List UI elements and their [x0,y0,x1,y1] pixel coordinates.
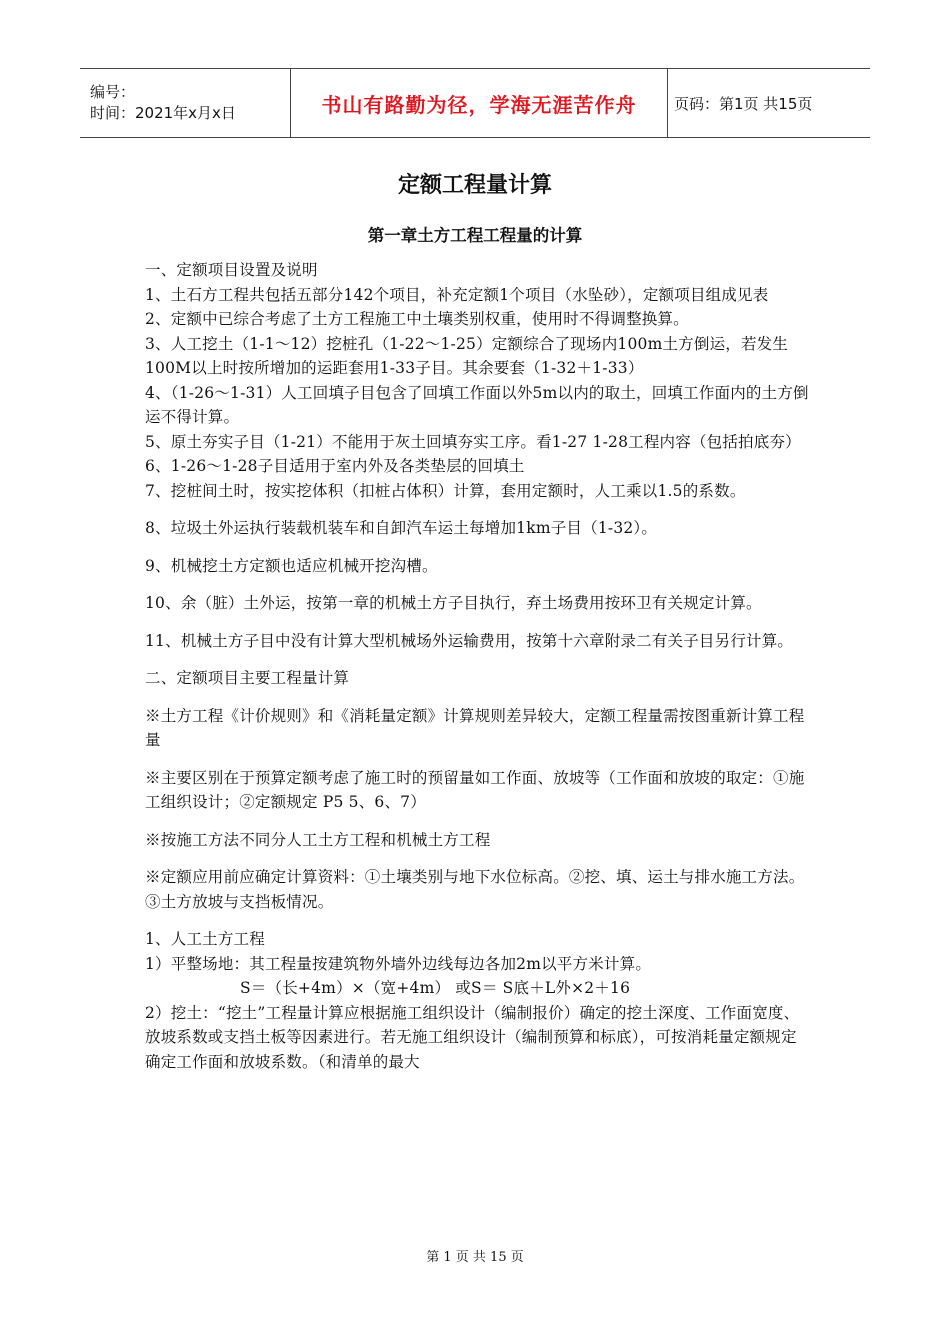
note-paragraph: ※土方工程《计价规则》和《消耗量定额》计算规则差异较大，定额工程量需按图重新计算工程量 [145,706,805,749]
note-paragraph: ※主要区别在于预算定额考虑了施工时的预留量如工作面、放坡等（工作面和放坡的取定：①施工组织设计；②定额规定 P5 5、6、7） [145,768,805,811]
paragraph: 8、垃圾土外运执行装载机装车和自卸汽车运土每增加1km子目（1-32）。 [145,519,658,537]
paragraph: 1）平整场地：其工程量按建筑物外墙外边线每边各加2m以平方米计算。 [145,954,652,973]
paragraph: 7、挖桩间土时，按实挖体积（扣桩占体积）计算，套用定额时，人工乘以1.5的系数。 [145,481,746,500]
paragraph: 5、原土夯实子目（1-21）不能用于灰土回填夯实工序。看1-27 1-28工程内容（包括拍底夯） [145,432,801,451]
paragraph: 10、余（脏）土外运，按第一章的机械土方子目执行，弃土场费用按环卫有关规定计算。 [145,594,762,612]
document-header [80,68,870,138]
header-motto [291,69,668,137]
paragraph: 11、机械土方子目中没有计算大型机械场外运输费用，按第十六章附录二有关子目另行计算。 [145,631,794,650]
subsection-heading: 1、人工土方工程 [145,930,265,948]
page-info-text: 页码：第1页 共15页 [674,94,813,113]
paragraph: 2）挖土：“挖土”工程量计算应根据施工组织设计（编制报价）确定的挖土深度、工作面宽度、放坡系数或支挡土板等因素进行。若无施工组织设计（编制预算和标底），可按消耗量定额规定确定工作面和放坡系数。（和清单的最大 [145,1003,800,1071]
section-heading: 一、定额项目设置及说明 [145,261,318,279]
note-paragraph: ※按施工方法不同分人工土方工程和机械土方工程 [145,830,491,849]
note-paragraph: ※定额应用前应确定计算资料：①土壤类别与地下水位标高。②挖、填、运土与排水施工方法。③土方放坡与支挡板情况。 [145,868,805,911]
paragraph: 2、定额中已综合考虑了土方工程施工中土壤类别权重，使用时不得调整换算。 [145,310,689,328]
document-body [145,258,810,1074]
header-meta [80,69,291,137]
header-page-info [668,69,812,137]
document-title: 定额工程量计算 [397,173,552,198]
paragraph: 9、机械挖土方定额也适应机械开挖沟槽。 [145,556,438,575]
motto-text: 书山有路勤为径，学海无涯苦作舟 [321,92,637,117]
paragraph: 3、人工挖土（1-1～12）挖桩孔（1-22～1-25）定额综合了现场内100m土方倒运，若发生100M以上时按所增加的运距套用1-33子目。其余要套（1-32＋1-33） [145,334,789,377]
document-time-label: 时间：2021年x月x日 [90,104,236,122]
chapter-heading: 第一章土方工程工程量的计算 [367,226,583,245]
document-number-label: 编号： [90,83,136,101]
paragraph: 1、土石方工程共包括五部分142个项目，补充定额1个项目（水坠砂），定额项目组成见表 [145,285,769,304]
paragraph: 4、（1-26～1-31）人工回填子目包含了回填工作面以外5m以内的取土，回填工作面内的土方倒运不得计算。 [145,383,809,426]
paragraph: 6、1-26～1-28子目适用于室内外及各类垫层的回填土 [145,457,525,475]
formula-line: S＝（长+4m）×（宽+4m） 或S＝ S底＋L外×2＋16 [240,979,631,997]
section-heading: 二、定额项目主要工程量计算 [145,669,350,687]
page-footer: 第 1 页 共 15 页 [426,1250,524,1265]
